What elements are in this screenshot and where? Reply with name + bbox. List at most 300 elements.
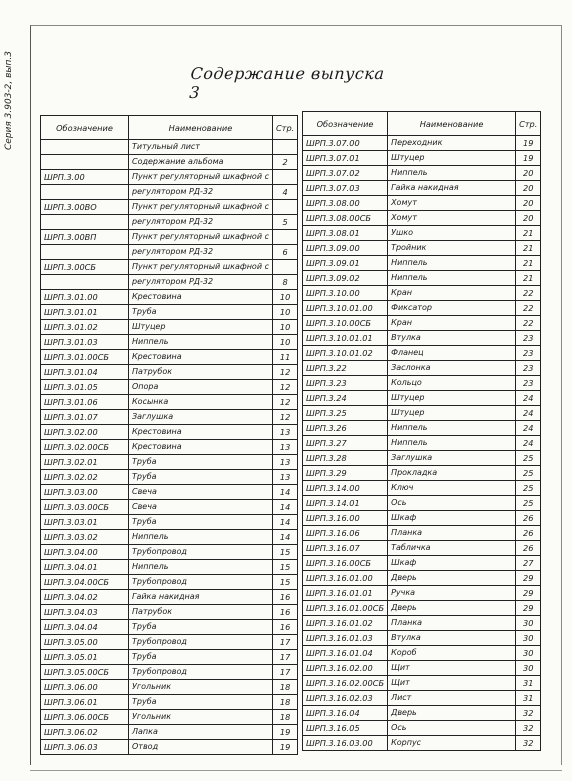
designation-cell: ШРП.3.01.01	[41, 305, 129, 320]
table-row	[303, 391, 541, 406]
table-row	[41, 305, 298, 320]
table-row	[303, 661, 541, 676]
page-cell: 12	[272, 365, 297, 380]
designation-cell: ШРП.3.10.01.02	[303, 346, 388, 361]
name-cell: Трубопровод	[129, 665, 273, 680]
table-row	[41, 575, 298, 590]
name-cell: Втулка	[388, 331, 516, 346]
page-cell: 25	[516, 451, 541, 466]
name-cell: Свеча	[129, 500, 273, 515]
page-cell: 29	[516, 601, 541, 616]
designation-cell: ШРП.3.01.00	[41, 290, 129, 305]
table-row	[41, 545, 298, 560]
page-cell: 25	[516, 481, 541, 496]
table-row	[303, 151, 541, 166]
page-title: Содержание выпуска 3	[188, 64, 386, 102]
designation-cell: ШРП.3.16.06	[303, 526, 388, 541]
name-cell: Ниппель	[129, 560, 273, 575]
table-row	[303, 556, 541, 571]
designation-cell: ШРП.3.07.02	[303, 166, 388, 181]
table-row	[303, 256, 541, 271]
table-row	[41, 350, 298, 365]
contents-table-right	[302, 111, 541, 751]
page-cell: 12	[272, 395, 297, 410]
name-cell: Фланец	[388, 346, 516, 361]
page-cell: 30	[516, 661, 541, 676]
page-cell: 10	[272, 305, 297, 320]
designation-cell: ШРП.3.01.00СБ	[41, 350, 129, 365]
designation-cell: ШРП.3.04.01	[41, 560, 129, 575]
table-row	[303, 571, 541, 586]
name-cell: Втулка	[388, 631, 516, 646]
page-cell: 13	[272, 425, 297, 440]
table-row	[41, 410, 298, 425]
name-cell: Ось	[388, 496, 516, 511]
name-cell: Патрубок	[129, 365, 273, 380]
page-cell: 2	[272, 155, 297, 170]
page-cell: 21	[516, 271, 541, 286]
table-row	[303, 211, 541, 226]
name-cell: Шкаф	[388, 511, 516, 526]
designation-cell: ШРП.3.28	[303, 451, 388, 466]
table-row	[303, 526, 541, 541]
designation-cell: ШРП.3.04.04	[41, 620, 129, 635]
table-row	[41, 500, 298, 515]
designation-cell: ШРП.3.01.07	[41, 410, 129, 425]
table-row	[303, 646, 541, 661]
name-cell: Планка	[388, 616, 516, 631]
page-cell: 19	[516, 151, 541, 166]
page-cell: 14	[272, 485, 297, 500]
name-cell: Пункт регуляторный шкафной с	[129, 200, 273, 215]
page-cell: 20	[516, 166, 541, 181]
designation-cell: ШРП.3.08.00СБ	[303, 211, 388, 226]
name-cell: Ниппель	[388, 256, 516, 271]
page-cell: 20	[516, 196, 541, 211]
table-row	[41, 170, 298, 185]
table-row	[303, 166, 541, 181]
table-row	[41, 590, 298, 605]
page-cell: 24	[516, 421, 541, 436]
page-cell: 6	[272, 245, 297, 260]
table-row	[41, 605, 298, 620]
designation-cell: ШРП.3.10.01.00	[303, 301, 388, 316]
table-row	[41, 320, 298, 335]
table-row	[41, 635, 298, 650]
table-row	[303, 736, 541, 751]
page-cell: 18	[272, 695, 297, 710]
header-row	[303, 112, 541, 136]
name-cell: регулятором РД-32	[129, 245, 273, 260]
designation-cell: ШРП.3.16.00СБ	[303, 556, 388, 571]
page-cell: 23	[516, 361, 541, 376]
page-cell: 19	[516, 136, 541, 151]
table-row	[303, 196, 541, 211]
name-cell: Хомут	[388, 211, 516, 226]
table-row	[41, 230, 298, 245]
name-cell: Ниппель	[129, 335, 273, 350]
table-row	[41, 695, 298, 710]
name-cell: Щит	[388, 676, 516, 691]
page-cell: 16	[272, 620, 297, 635]
designation-cell: ШРП.3.16.02.00	[303, 661, 388, 676]
name-cell: регулятором РД-32	[129, 185, 273, 200]
table-row	[303, 421, 541, 436]
designation-cell: ШРП.3.06.00СБ	[41, 710, 129, 725]
page-cell: 16	[272, 590, 297, 605]
table-row	[41, 710, 298, 725]
table-row	[303, 706, 541, 721]
page-cell: 32	[516, 736, 541, 751]
designation-cell: ШРП.3.09.00	[303, 241, 388, 256]
name-cell: Пункт регуляторный шкафной с	[129, 170, 273, 185]
designation-cell: ШРП.3.06.01	[41, 695, 129, 710]
name-cell: Угольник	[129, 680, 273, 695]
designation-cell: ШРП.3.01.02	[41, 320, 129, 335]
designation-cell: ШРП.3.01.04	[41, 365, 129, 380]
page-cell: 16	[272, 605, 297, 620]
page-cell: 13	[272, 470, 297, 485]
header-page: Стр.	[516, 112, 541, 136]
table-row	[303, 331, 541, 346]
table-row	[303, 691, 541, 706]
name-cell: Штуцер	[388, 406, 516, 421]
table-row	[303, 721, 541, 736]
designation-cell: ШРП.3.02.00СБ	[41, 440, 129, 455]
table-row	[303, 496, 541, 511]
page-cell: 30	[516, 616, 541, 631]
table-row	[41, 260, 298, 275]
name-cell: Заслонка	[388, 361, 516, 376]
designation-cell: ШРП.3.01.03	[41, 335, 129, 350]
page-cell: 20	[516, 181, 541, 196]
page-cell	[272, 170, 297, 185]
table-row	[303, 451, 541, 466]
name-cell: Свеча	[129, 485, 273, 500]
page-cell: 15	[272, 560, 297, 575]
name-cell: Штуцер	[388, 391, 516, 406]
page-cell: 17	[272, 650, 297, 665]
page-cell: 24	[516, 436, 541, 451]
page-cell: 20	[516, 211, 541, 226]
designation-cell: ШРП.3.24	[303, 391, 388, 406]
designation-cell	[41, 215, 129, 230]
name-cell: Дверь	[388, 601, 516, 616]
designation-cell: ШРП.3.01.06	[41, 395, 129, 410]
table-row	[303, 271, 541, 286]
name-cell: Труба	[129, 305, 273, 320]
page-cell: 21	[516, 256, 541, 271]
designation-cell: ШРП.3.25	[303, 406, 388, 421]
designation-cell: ШРП.3.05.00	[41, 635, 129, 650]
page-cell: 22	[516, 316, 541, 331]
name-cell: Штуцер	[129, 320, 273, 335]
name-cell: Крестовина	[129, 425, 273, 440]
name-cell: Отвод	[129, 740, 273, 755]
header-page: Стр.	[272, 116, 297, 140]
page-cell: 29	[516, 586, 541, 601]
page-cell: 15	[272, 575, 297, 590]
page-cell: 21	[516, 241, 541, 256]
table-row	[41, 620, 298, 635]
name-cell: Гайка накидная	[388, 181, 516, 196]
page-cell: 32	[516, 706, 541, 721]
name-cell: Титульный лист	[129, 140, 273, 155]
designation-cell: ШРП.3.03.02	[41, 530, 129, 545]
header-name: Наименование	[129, 116, 273, 140]
name-cell: Фиксатор	[388, 301, 516, 316]
page-cell: 14	[272, 515, 297, 530]
page-cell: 8	[272, 275, 297, 290]
name-cell: Труба	[129, 620, 273, 635]
page-cell: 25	[516, 496, 541, 511]
designation-cell: ШРП.3.27	[303, 436, 388, 451]
name-cell: Угольник	[129, 710, 273, 725]
table-row	[303, 601, 541, 616]
table-row	[41, 440, 298, 455]
table-row	[303, 286, 541, 301]
name-cell: Заглушка	[129, 410, 273, 425]
designation-cell: ШРП.3.10.00	[303, 286, 388, 301]
name-cell: Хомут	[388, 196, 516, 211]
page-cell: 31	[516, 691, 541, 706]
page-cell: 10	[272, 290, 297, 305]
table-row	[41, 200, 298, 215]
page-cell: 12	[272, 380, 297, 395]
name-cell: Труба	[129, 695, 273, 710]
designation-cell: ШРП.3.06.00	[41, 680, 129, 695]
table-row	[41, 140, 298, 155]
designation-cell: ШРП.3.16.01.03	[303, 631, 388, 646]
table-row	[41, 560, 298, 575]
header-row	[41, 116, 298, 140]
page-cell: 14	[272, 530, 297, 545]
page-cell: 18	[272, 680, 297, 695]
designation-cell: ШРП.3.02.01	[41, 455, 129, 470]
table-row	[41, 455, 298, 470]
table-row	[41, 155, 298, 170]
name-cell: Крестовина	[129, 440, 273, 455]
name-cell: Ось	[388, 721, 516, 736]
table-row	[303, 466, 541, 481]
name-cell: Шкаф	[388, 556, 516, 571]
table-row	[41, 335, 298, 350]
table-row	[303, 541, 541, 556]
table-row	[303, 676, 541, 691]
name-cell: Гайка накидная	[129, 590, 273, 605]
table-row	[41, 680, 298, 695]
contents-table-left	[40, 115, 298, 755]
name-cell: Ключ	[388, 481, 516, 496]
page-cell: 30	[516, 631, 541, 646]
table-row	[41, 365, 298, 380]
page-cell: 25	[516, 466, 541, 481]
designation-cell: ШРП.3.07.01	[303, 151, 388, 166]
designation-cell: ШРП.3.07.03	[303, 181, 388, 196]
name-cell: Короб	[388, 646, 516, 661]
name-cell: Труба	[129, 470, 273, 485]
designation-cell: ШРП.3.16.04	[303, 706, 388, 721]
page-cell: 12	[272, 410, 297, 425]
name-cell: Ниппель	[388, 166, 516, 181]
designation-cell: ШРП.3.23	[303, 376, 388, 391]
table-row	[303, 361, 541, 376]
name-cell: Ручка	[388, 586, 516, 601]
designation-cell: ШРП.3.26	[303, 421, 388, 436]
designation-cell: ШРП.3.00	[41, 170, 129, 185]
header-name: Наименование	[388, 112, 516, 136]
page-cell: 26	[516, 526, 541, 541]
name-cell: Лапка	[129, 725, 273, 740]
designation-cell: ШРП.3.00ВО	[41, 200, 129, 215]
page-cell: 4	[272, 185, 297, 200]
designation-cell	[41, 140, 129, 155]
designation-cell: ШРП.3.22	[303, 361, 388, 376]
page-cell: 27	[516, 556, 541, 571]
table-row	[41, 275, 298, 290]
table-row	[303, 616, 541, 631]
name-cell: Ниппель	[129, 530, 273, 545]
name-cell: Труба	[129, 515, 273, 530]
designation-cell: ШРП.3.04.03	[41, 605, 129, 620]
designation-cell: ШРП.3.02.02	[41, 470, 129, 485]
table-row	[41, 215, 298, 230]
page-cell: 11	[272, 350, 297, 365]
name-cell: Дверь	[388, 571, 516, 586]
designation-cell: ШРП.3.03.01	[41, 515, 129, 530]
designation-cell: ШРП.3.06.02	[41, 725, 129, 740]
page-cell: 19	[272, 725, 297, 740]
designation-cell: ШРП.3.09.01	[303, 256, 388, 271]
name-cell: Дверь	[388, 706, 516, 721]
page-cell: 5	[272, 215, 297, 230]
table-row	[41, 665, 298, 680]
name-cell: Кран	[388, 316, 516, 331]
name-cell: Труба	[129, 455, 273, 470]
table-row	[303, 631, 541, 646]
designation-cell: ШРП.3.07.00	[303, 136, 388, 151]
name-cell: Переходник	[388, 136, 516, 151]
name-cell: Трубопровод	[129, 545, 273, 560]
name-cell: Пункт регуляторный шкафной с	[129, 260, 273, 275]
page-cell: 17	[272, 665, 297, 680]
table-row	[303, 241, 541, 256]
table-row	[303, 316, 541, 331]
name-cell: Заглушка	[388, 451, 516, 466]
bottom-rule	[30, 770, 562, 771]
page-cell: 10	[272, 320, 297, 335]
table-row	[41, 395, 298, 410]
designation-cell: ШРП.3.04.02	[41, 590, 129, 605]
page-cell: 30	[516, 646, 541, 661]
name-cell: Корпус	[388, 736, 516, 751]
table-row	[303, 436, 541, 451]
designation-cell: ШРП.3.16.05	[303, 721, 388, 736]
table-row	[41, 515, 298, 530]
name-cell: Кольцо	[388, 376, 516, 391]
name-cell: Крестовина	[129, 290, 273, 305]
name-cell: Косынка	[129, 395, 273, 410]
table-row	[303, 481, 541, 496]
page-cell	[272, 200, 297, 215]
designation-cell: ШРП.3.16.02.00СБ	[303, 676, 388, 691]
designation-cell: ШРП.3.03.00СБ	[41, 500, 129, 515]
designation-cell: ШРП.3.03.00	[41, 485, 129, 500]
page-cell: 22	[516, 286, 541, 301]
designation-cell: ШРП.3.16.01.00	[303, 571, 388, 586]
name-cell: Ушко	[388, 226, 516, 241]
name-cell: Трубопровод	[129, 635, 273, 650]
designation-cell: ШРП.3.16.01.00СБ	[303, 601, 388, 616]
page-cell: 22	[516, 301, 541, 316]
table-row	[41, 380, 298, 395]
table-row	[41, 185, 298, 200]
name-cell: Щит	[388, 661, 516, 676]
designation-cell	[41, 155, 129, 170]
series-label: Серия 3.903-2, вып.3	[4, 51, 14, 150]
designation-cell: ШРП.3.16.03.00	[303, 736, 388, 751]
table-row	[303, 586, 541, 601]
name-cell: Трубопровод	[129, 575, 273, 590]
name-cell: Труба	[129, 650, 273, 665]
table-row	[41, 725, 298, 740]
page-cell: 15	[272, 545, 297, 560]
page-cell: 32	[516, 721, 541, 736]
designation-cell: ШРП.3.16.00	[303, 511, 388, 526]
table-row	[303, 406, 541, 421]
page-cell: 26	[516, 541, 541, 556]
designation-cell: ШРП.3.08.00	[303, 196, 388, 211]
designation-cell: ШРП.3.16.01.02	[303, 616, 388, 631]
table-row	[303, 301, 541, 316]
page-cell: 17	[272, 635, 297, 650]
page-cell: 14	[272, 500, 297, 515]
name-cell: Ниппель	[388, 436, 516, 451]
page-cell: 24	[516, 406, 541, 421]
designation-cell: ШРП.3.16.01.01	[303, 586, 388, 601]
name-cell: Ниппель	[388, 271, 516, 286]
page-cell: 18	[272, 710, 297, 725]
designation-cell: ШРП.3.05.00СБ	[41, 665, 129, 680]
page-cell: 19	[272, 740, 297, 755]
page-cell	[272, 260, 297, 275]
designation-cell: ШРП.3.16.02.03	[303, 691, 388, 706]
name-cell: Планка	[388, 526, 516, 541]
page-cell: 26	[516, 511, 541, 526]
table-row	[41, 470, 298, 485]
table-row	[303, 136, 541, 151]
designation-cell: ШРП.3.02.00	[41, 425, 129, 440]
table-row	[41, 740, 298, 755]
name-cell: Лист	[388, 691, 516, 706]
designation-cell: ШРП.3.08.01	[303, 226, 388, 241]
designation-cell	[41, 275, 129, 290]
header-code: Обозначение	[41, 116, 129, 140]
name-cell: Табличка	[388, 541, 516, 556]
page-cell: 10	[272, 335, 297, 350]
designation-cell: ШРП.3.04.00	[41, 545, 129, 560]
page-cell: 13	[272, 440, 297, 455]
designation-cell: ШРП.3.16.01.04	[303, 646, 388, 661]
designation-cell: ШРП.3.01.05	[41, 380, 129, 395]
designation-cell: ШРП.3.05.01	[41, 650, 129, 665]
table-row	[41, 485, 298, 500]
name-cell: Крестовина	[129, 350, 273, 365]
page-cell: 29	[516, 571, 541, 586]
name-cell: Тройник	[388, 241, 516, 256]
designation-cell	[41, 245, 129, 260]
name-cell: Содержание альбома	[129, 155, 273, 170]
